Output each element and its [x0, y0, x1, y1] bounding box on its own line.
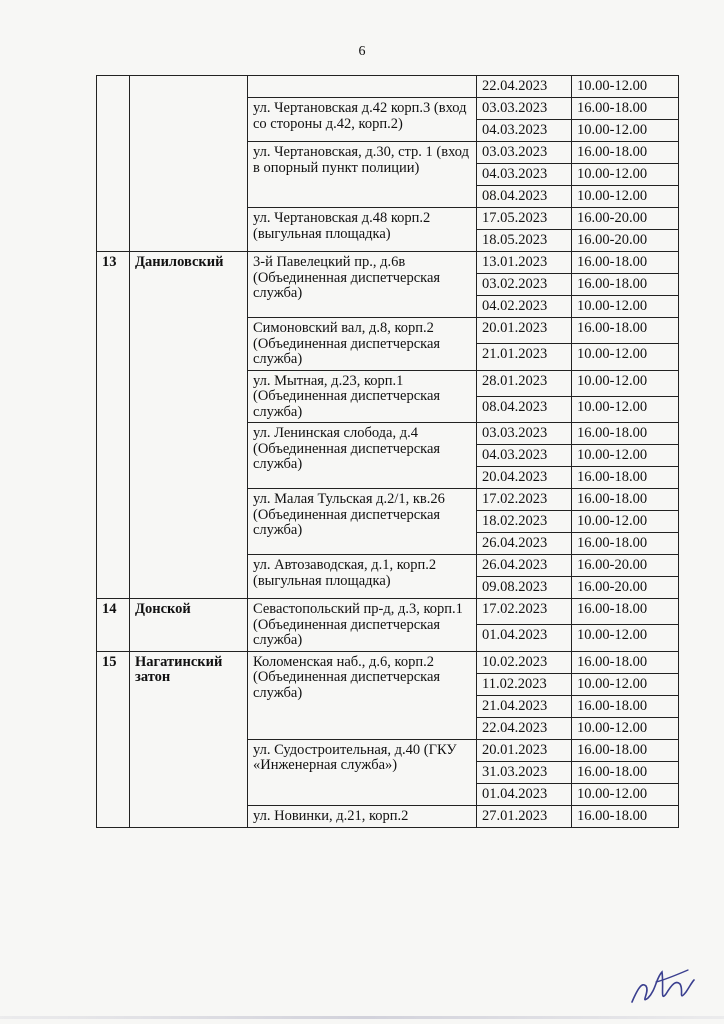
- time-cell: 10.00-12.00: [572, 511, 679, 533]
- address-cell: ул. Новинки, д.21, корп.2: [248, 805, 477, 827]
- table-row: [97, 252, 679, 274]
- date-cell: 03.03.2023: [477, 98, 572, 120]
- table-row: [97, 651, 679, 673]
- date-cell: 27.01.2023: [477, 805, 572, 827]
- time-cell: 10.00-12.00: [572, 396, 679, 422]
- date-cell: 03.02.2023: [477, 274, 572, 296]
- time-cell: 10.00-12.00: [572, 76, 679, 98]
- date-cell: 03.03.2023: [477, 423, 572, 445]
- date-cell: 20.04.2023: [477, 467, 572, 489]
- time-cell: 16.00-18.00: [572, 761, 679, 783]
- address-cell: ул. Малая Тульская д.2/1, кв.26 (Объединенная диспетчерская служба): [248, 489, 477, 555]
- time-cell: 16.00-18.00: [572, 739, 679, 761]
- page-number: 6: [358, 44, 366, 59]
- address-cell: ул. Мытная, д.23, корп.1 (Объединенная диспетчерская служба): [248, 370, 477, 423]
- time-cell: 10.00-12.00: [572, 344, 679, 370]
- district-cell: Донской: [130, 599, 248, 652]
- district-cell: Даниловский: [130, 252, 248, 599]
- date-cell: 31.03.2023: [477, 761, 572, 783]
- row-number-cell: 13: [97, 252, 130, 599]
- date-cell: 08.04.2023: [477, 186, 572, 208]
- time-cell: 16.00-20.00: [572, 208, 679, 230]
- date-cell: 17.05.2023: [477, 208, 572, 230]
- date-cell: 08.04.2023: [477, 396, 572, 422]
- date-cell: 28.01.2023: [477, 370, 572, 396]
- date-cell: 21.04.2023: [477, 695, 572, 717]
- address-cell: ул. Чертановская д.48 корп.2 (выгульная площадка): [248, 208, 477, 252]
- date-cell: 01.04.2023: [477, 625, 572, 651]
- handwritten-signature: [626, 962, 696, 1012]
- address-cell: 3-й Павелецкий пр., д.6в (Объединенная диспетчерская служба): [248, 252, 477, 318]
- date-cell: 26.04.2023: [477, 533, 572, 555]
- date-cell: 17.02.2023: [477, 489, 572, 511]
- address-cell: ул. Чертановская д.42 корп.3 (вход со стороны д.42, корп.2): [248, 98, 477, 142]
- time-cell: 10.00-12.00: [572, 186, 679, 208]
- row-number-cell: [97, 76, 130, 252]
- date-cell: 10.02.2023: [477, 651, 572, 673]
- date-cell: 20.01.2023: [477, 318, 572, 344]
- district-cell: Нагатинский затон: [130, 651, 248, 827]
- date-cell: 09.08.2023: [477, 577, 572, 599]
- date-cell: 26.04.2023: [477, 555, 572, 577]
- time-cell: 16.00-18.00: [572, 489, 679, 511]
- time-cell: 10.00-12.00: [572, 370, 679, 396]
- time-cell: 10.00-12.00: [572, 120, 679, 142]
- schedule-table: [96, 75, 679, 828]
- time-cell: 16.00-18.00: [572, 651, 679, 673]
- address-cell: ул. Автозаводская, д.1, корп.2 (выгульная площадка): [248, 555, 477, 599]
- date-cell: 20.01.2023: [477, 739, 572, 761]
- time-cell: 16.00-18.00: [572, 467, 679, 489]
- time-cell: 10.00-12.00: [572, 164, 679, 186]
- time-cell: 10.00-12.00: [572, 445, 679, 467]
- date-cell: 11.02.2023: [477, 673, 572, 695]
- address-cell: ул. Судостроительная, д.40 (ГКУ «Инженерная служба»): [248, 739, 477, 805]
- time-cell: 16.00-20.00: [572, 555, 679, 577]
- address-cell: Коломенская наб., д.6, корп.2 (Объединенная диспетчерская служба): [248, 651, 477, 739]
- time-cell: 16.00-18.00: [572, 533, 679, 555]
- date-cell: 22.04.2023: [477, 717, 572, 739]
- time-cell: 16.00-18.00: [572, 318, 679, 344]
- address-cell: [248, 76, 477, 98]
- time-cell: 16.00-18.00: [572, 252, 679, 274]
- date-cell: 04.03.2023: [477, 445, 572, 467]
- date-cell: 21.01.2023: [477, 344, 572, 370]
- table-row: [97, 599, 679, 625]
- date-cell: 18.02.2023: [477, 511, 572, 533]
- time-cell: 10.00-12.00: [572, 717, 679, 739]
- date-cell: 04.03.2023: [477, 120, 572, 142]
- time-cell: 16.00-18.00: [572, 695, 679, 717]
- date-cell: 22.04.2023: [477, 76, 572, 98]
- time-cell: 10.00-12.00: [572, 296, 679, 318]
- time-cell: 16.00-20.00: [572, 230, 679, 252]
- district-cell: [130, 76, 248, 252]
- date-cell: 01.04.2023: [477, 783, 572, 805]
- row-number-cell: 15: [97, 651, 130, 827]
- time-cell: 16.00-20.00: [572, 577, 679, 599]
- time-cell: 16.00-18.00: [572, 805, 679, 827]
- time-cell: 16.00-18.00: [572, 142, 679, 164]
- time-cell: 16.00-18.00: [572, 423, 679, 445]
- date-cell: 17.02.2023: [477, 599, 572, 625]
- address-cell: Симоновский вал, д.8, корп.2 (Объединенная диспетчерская служба): [248, 318, 477, 371]
- address-cell: Севастопольский пр-д, д.3, корп.1 (Объединенная диспетчерская служба): [248, 599, 477, 652]
- date-cell: 04.03.2023: [477, 164, 572, 186]
- time-cell: 10.00-12.00: [572, 783, 679, 805]
- time-cell: 16.00-18.00: [572, 599, 679, 625]
- date-cell: 18.05.2023: [477, 230, 572, 252]
- time-cell: 10.00-12.00: [572, 673, 679, 695]
- time-cell: 16.00-18.00: [572, 274, 679, 296]
- row-number-cell: 14: [97, 599, 130, 652]
- time-cell: 16.00-18.00: [572, 98, 679, 120]
- date-cell: 03.03.2023: [477, 142, 572, 164]
- address-cell: ул. Ленинская слобода, д.4 (Объединенная диспетчерская служба): [248, 423, 477, 489]
- table-row: [97, 76, 679, 98]
- scan-artifact-line: [0, 1016, 724, 1019]
- address-cell: ул. Чертановская, д.30, стр. 1 (вход в опорный пункт полиции): [248, 142, 477, 208]
- date-cell: 13.01.2023: [477, 252, 572, 274]
- date-cell: 04.02.2023: [477, 296, 572, 318]
- time-cell: 10.00-12.00: [572, 625, 679, 651]
